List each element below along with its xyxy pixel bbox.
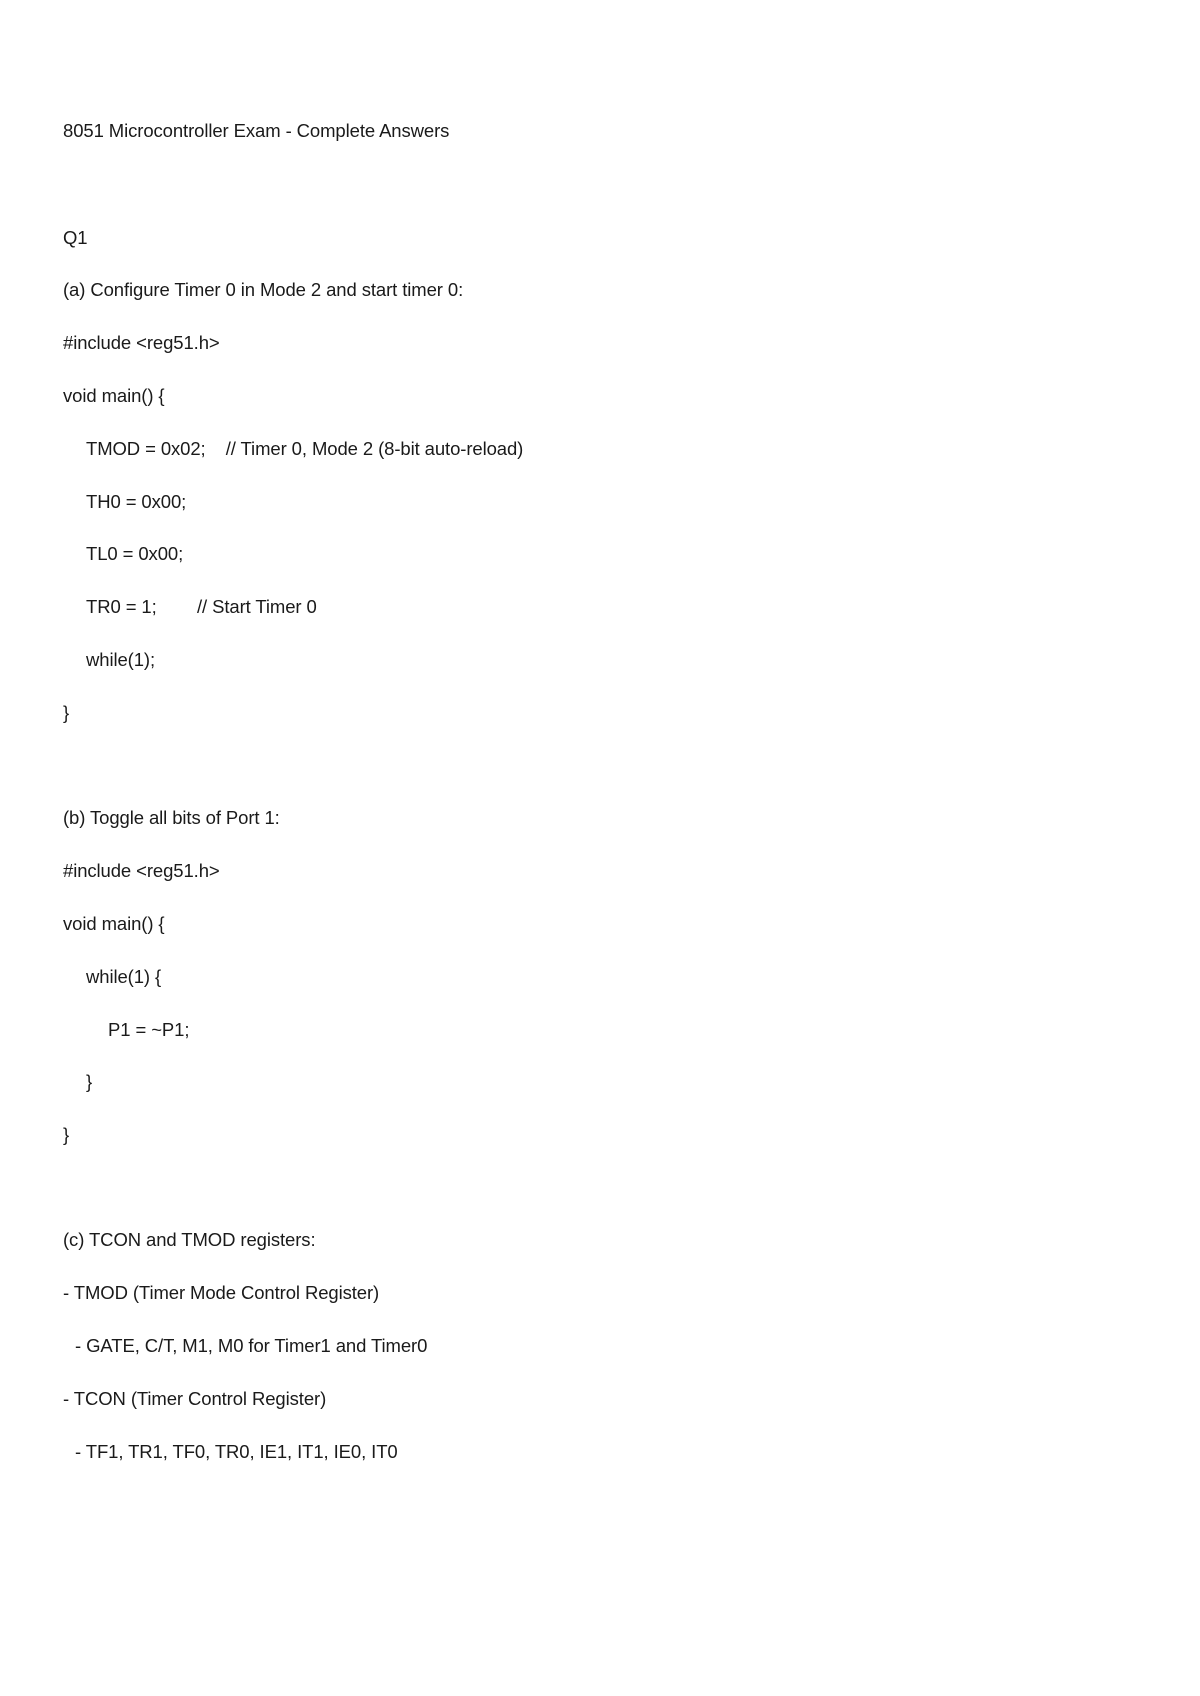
code-line: TH0 = 0x00; — [86, 491, 187, 512]
code-line: TL0 = 0x00; — [86, 543, 184, 564]
code-line: while(1) { — [86, 966, 162, 987]
code-line: P1 = ~P1; — [108, 1019, 190, 1040]
code-line: void main() { — [63, 913, 165, 934]
code-line: #include <reg51.h> — [63, 860, 220, 881]
code-line: } — [86, 1071, 93, 1092]
code-line: #include <reg51.h> — [63, 332, 220, 353]
question-heading-q1: Q1 — [63, 227, 88, 248]
part-c-heading: (c) TCON and TMOD registers: — [63, 1229, 316, 1250]
list-item: - TCON (Timer Control Register) — [63, 1388, 327, 1409]
code-line: TMOD = 0x02; // Timer 0, Mode 2 (8-bit auto-reload) — [86, 438, 524, 459]
code-line: void main() { — [63, 385, 165, 406]
list-item: - TMOD (Timer Mode Control Register) — [63, 1282, 380, 1303]
code-line: } — [63, 702, 70, 723]
part-a-heading: (a) Configure Timer 0 in Mode 2 and start timer 0: — [63, 279, 464, 300]
part-b-heading: (b) Toggle all bits of Port 1: — [63, 807, 280, 828]
document-title: 8051 Microcontroller Exam - Complete Answers — [63, 120, 450, 141]
code-line: } — [63, 1124, 70, 1145]
code-line: TR0 = 1; // Start Timer 0 — [86, 596, 317, 617]
list-item: - TF1, TR1, TF0, TR0, IE1, IT1, IE0, IT0 — [75, 1441, 398, 1462]
code-line: while(1); — [86, 649, 156, 670]
list-item: - GATE, C/T, M1, M0 for Timer1 and Timer0 — [75, 1335, 428, 1356]
